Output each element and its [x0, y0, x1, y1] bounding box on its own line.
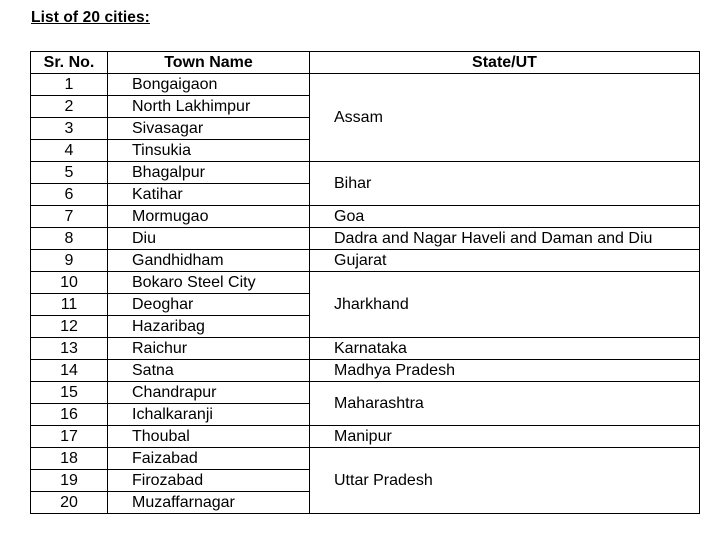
table-row [31, 272, 700, 294]
table-row [31, 206, 700, 228]
sr-no-cell: 12 [31, 316, 108, 338]
header-row [31, 52, 700, 74]
sr-no-cell: 18 [31, 448, 108, 470]
town-name-cell: Thoubal [108, 426, 310, 448]
town-name-cell: Diu [108, 228, 310, 250]
state-ut-cell: Madhya Pradesh [310, 360, 700, 382]
table-row [31, 360, 700, 382]
state-ut-cell: Jharkhand [310, 272, 700, 338]
state-ut-cell: Uttar Pradesh [310, 448, 700, 514]
town-name-cell: Firozabad [108, 470, 310, 492]
town-name-cell: Ichalkaranji [108, 404, 310, 426]
state-ut-cell: Gujarat [310, 250, 700, 272]
table-row [31, 162, 700, 184]
sr-no-cell: 8 [31, 228, 108, 250]
sr-no-cell: 16 [31, 404, 108, 426]
sr-no-cell: 7 [31, 206, 108, 228]
town-name-cell: Deoghar [108, 294, 310, 316]
table-row [31, 448, 700, 470]
town-name-cell: North Lakhimpur [108, 96, 310, 118]
sr-no-cell: 13 [31, 338, 108, 360]
table-row [31, 338, 700, 360]
sr-no-cell: 11 [31, 294, 108, 316]
sr-no-cell: 3 [31, 118, 108, 140]
town-name-cell: Faizabad [108, 448, 310, 470]
sr-no-cell: 20 [31, 492, 108, 514]
town-name-cell: Katihar [108, 184, 310, 206]
sr-no-cell: 17 [31, 426, 108, 448]
sr-no-cell: 2 [31, 96, 108, 118]
state-ut-cell: Assam [310, 74, 700, 162]
state-ut-cell: Dadra and Nagar Haveli and Daman and Diu [310, 228, 700, 250]
table-row [31, 382, 700, 404]
list-heading: List of 20 cities: [31, 9, 150, 26]
town-name-cell: Satna [108, 360, 310, 382]
table-row [31, 426, 700, 448]
town-name-cell: Gandhidham [108, 250, 310, 272]
state-ut-header: State/UT [310, 52, 700, 74]
town-name-cell: Tinsukia [108, 140, 310, 162]
table-row [31, 228, 700, 250]
town-name-cell: Bhagalpur [108, 162, 310, 184]
town-name-cell: Bokaro Steel City [108, 272, 310, 294]
sr-no-cell: 5 [31, 162, 108, 184]
town-name-cell: Sivasagar [108, 118, 310, 140]
cities-table [30, 51, 700, 514]
town-name-header: Town Name [108, 52, 310, 74]
sr-no-cell: 10 [31, 272, 108, 294]
sr-no-cell: 1 [31, 74, 108, 96]
sr-no-header: Sr. No. [31, 52, 108, 74]
sr-no-cell: 15 [31, 382, 108, 404]
state-ut-cell: Bihar [310, 162, 700, 206]
sr-no-cell: 19 [31, 470, 108, 492]
state-ut-cell: Karnataka [310, 338, 700, 360]
sr-no-cell: 9 [31, 250, 108, 272]
town-name-cell: Mormugao [108, 206, 310, 228]
town-name-cell: Hazaribag [108, 316, 310, 338]
sr-no-cell: 4 [31, 140, 108, 162]
state-ut-cell: Manipur [310, 426, 700, 448]
town-name-cell: Muzaffarnagar [108, 492, 310, 514]
table-row [31, 74, 700, 96]
town-name-cell: Chandrapur [108, 382, 310, 404]
table-row [31, 250, 700, 272]
state-ut-cell: Maharashtra [310, 382, 700, 426]
sr-no-cell: 14 [31, 360, 108, 382]
town-name-cell: Raichur [108, 338, 310, 360]
sr-no-cell: 6 [31, 184, 108, 206]
table-body [31, 74, 700, 514]
town-name-cell: Bongaigaon [108, 74, 310, 96]
state-ut-cell: Goa [310, 206, 700, 228]
